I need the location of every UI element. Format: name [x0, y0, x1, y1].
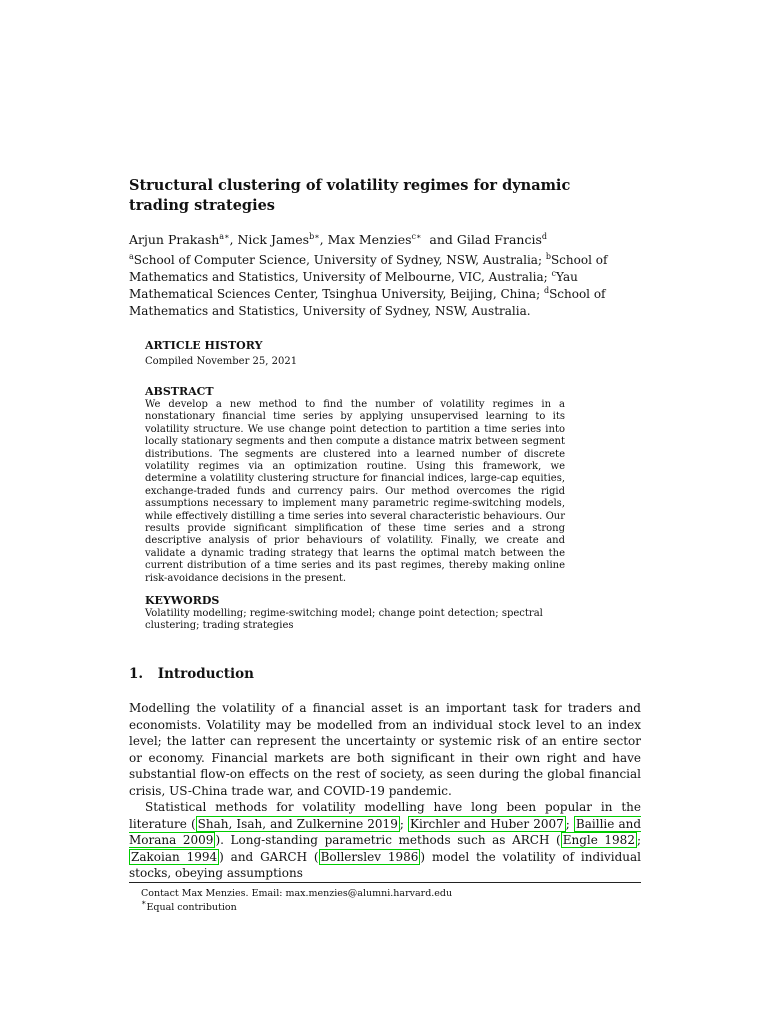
section-heading — [129, 666, 254, 682]
affiliation-text: School of Mathematics and Statistics, University of Sydney, NSW, Australia. — [129, 287, 606, 318]
author-affiliation-mark: c∗ — [411, 232, 422, 241]
citation-link[interactable]: Kirchler and Huber 2007 — [409, 816, 564, 831]
paper-title: Structural clustering of volatility regimes for dynamic trading strategies — [129, 177, 571, 214]
affiliation-text: School of Computer Science, University of Sydney, NSW, Australia; — [133, 253, 546, 267]
introduction-body — [129, 700, 641, 882]
author-separator: , — [319, 232, 328, 247]
author-affiliation-mark: d — [541, 232, 547, 241]
paragraph-text: ; — [636, 833, 642, 847]
section-number: 1. — [129, 666, 144, 682]
section-title: Introduction — [157, 666, 254, 682]
affiliation-text: Yau Mathematical Sciences Center, Tsinghua University, Beijing, China; — [129, 270, 578, 301]
footnote-rule — [129, 882, 641, 883]
author-affiliation-mark: a∗ — [219, 232, 230, 241]
affiliation-mark: d — [543, 286, 550, 295]
paragraph-text: ; — [399, 816, 408, 831]
footnote-text: Equal contribution — [146, 902, 237, 913]
affiliation-text: School of Mathematics and Statistics, University of Melbourne, VIC, Australia; — [129, 253, 608, 284]
author-affiliation-mark: b∗ — [309, 232, 320, 241]
citation-link[interactable]: Zakoian 1994 — [131, 849, 218, 864]
author-name: Arjun Prakash — [129, 232, 220, 247]
paragraph-text: Statistical methods for volatility modelling have long been popular in the literature ( — [129, 800, 641, 831]
article-history — [145, 339, 565, 368]
affiliations — [129, 252, 641, 320]
affiliation-mark: a — [129, 252, 134, 261]
footnote-contact: Contact Max Menzies. Email: max.menzies@alumni.harvard.edu — [141, 888, 453, 899]
paragraph-text: ). Long-standing parametric methods such as ARCH ( — [215, 833, 561, 847]
affiliation-mark: b — [545, 252, 551, 261]
affiliation-mark: c — [551, 269, 557, 278]
author-name: Nick James — [237, 232, 310, 247]
citation-link[interactable]: Bollerslev 1986 — [320, 849, 419, 864]
author-separator: and — [421, 232, 457, 247]
citation-link[interactable]: Shah, Isah, and Zulkernine 2019 — [197, 816, 398, 831]
keywords — [145, 594, 565, 633]
abstract — [145, 385, 565, 585]
citation-link[interactable]: Engle 1982 — [562, 833, 635, 847]
abstract-text: We develop a new method to find the number of volatility regimes in a nonstationary financial time series by applying unsupervised learning to its volatility structure. We use change point detection to partition a time series into locally stationary segments and then compute a distance matrix between segment distributions. The segments are clustered into a learned number of discrete volatility regimes via an optimization routine. Using this framework, we determine a volatility clustering structure for financial indices, large-cap equities, exchange-traded funds and currency pairs. Our method overcomes the rigid assumptions necessary to implement many parametric regime-switching models, while effectively distilling a time series into several characteristic behaviours. Our results provide significant simplification of these time series and a strong descriptive analysis of prior behaviours of volatility. Finally, we create and validate a dynamic trading strategy that learns the optimal match between the current distribution of a time series and its past regimes, thereby making online risk-avoidance decisions in the present. — [145, 399, 565, 584]
article-history-heading: ARTICLE HISTORY — [145, 339, 263, 352]
author-name: Max Menzies — [327, 232, 412, 247]
paragraph-text: ) model the volatility of individual stocks, obeying assumptions — [129, 849, 642, 880]
keywords-text: Volatility modelling; regime-switching model; change point detection; spectral clustering; trading strategies — [145, 608, 543, 632]
paragraph — [129, 799, 641, 882]
compiled-date: Compiled November 25, 2021 — [145, 356, 298, 367]
keywords-heading: KEYWORDS — [145, 594, 220, 607]
paragraph-text: ) and GARCH ( — [219, 849, 319, 864]
footnote-equal — [141, 898, 237, 914]
author-name: Gilad Francis — [456, 232, 542, 247]
author-separator: , — [229, 232, 238, 247]
author-list — [129, 231, 547, 249]
citation-link[interactable]: Baillie and Morana 2009 — [129, 816, 642, 847]
paragraph-text: ; — [565, 816, 574, 831]
abstract-heading: ABSTRACT — [145, 385, 214, 398]
paragraph: Modelling the volatility of a financial asset is an important task for traders and economists. Volatility may be modelled from an individual stock level to an index level; the latter can represent the uncertainty or systemic risk of an entire sector or economy. Financial markets are both significant in their own right and have substantial flow-on effects on the rest of society, as seen during the global financial crisis, US-China trade war, and COVID-19 pandemic. — [129, 701, 641, 798]
footnote-mark: ∗ — [141, 898, 147, 907]
